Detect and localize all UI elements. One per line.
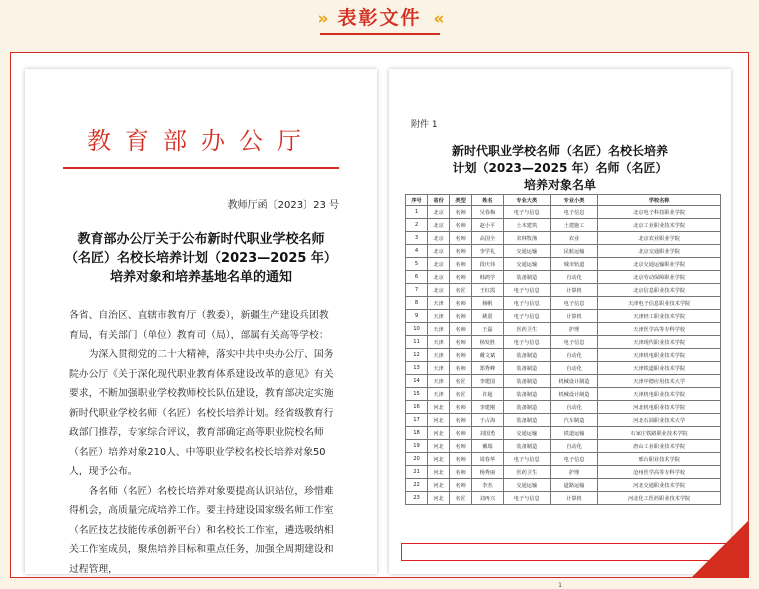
table-cell: 河北 bbox=[428, 414, 450, 427]
table-row bbox=[406, 232, 721, 245]
table-cell: 电子与信息 bbox=[503, 336, 550, 349]
table-cell: 名匠 bbox=[450, 375, 472, 388]
table-cell: 河北 bbox=[428, 492, 450, 505]
table-cell: 刘再兴 bbox=[472, 492, 504, 505]
table-cell: 城市轨道 bbox=[550, 258, 597, 271]
table-cell: 北京 bbox=[428, 219, 450, 232]
table-cell: 北京 bbox=[428, 232, 450, 245]
table-cell: 北京 bbox=[428, 258, 450, 271]
table-cell: 河北交通职业技术学院 bbox=[598, 479, 721, 492]
section-title bbox=[0, 3, 759, 30]
table-cell: 名师 bbox=[450, 414, 472, 427]
table-cell: 计算机 bbox=[550, 284, 597, 297]
table-cell: 天津医学高等专科学校 bbox=[598, 323, 721, 336]
table-cell: 吴春梅 bbox=[472, 206, 504, 219]
table-cell: 电子与信息 bbox=[503, 310, 550, 323]
table-cell: 河北石油职业技术大学 bbox=[598, 414, 721, 427]
table-row bbox=[406, 349, 721, 362]
table-cell: 装备制造 bbox=[503, 349, 550, 362]
table-cell: 唐山工业职业技术学院 bbox=[598, 440, 721, 453]
table-cell: 交通运输 bbox=[503, 258, 550, 271]
table-cell: 名师 bbox=[450, 245, 472, 258]
table-cell: 北京工业职业技术学院 bbox=[598, 219, 721, 232]
table-cell: 河北 bbox=[428, 479, 450, 492]
table-cell: 17 bbox=[406, 414, 428, 427]
table-row bbox=[406, 323, 721, 336]
table-cell: 装备制造 bbox=[503, 375, 550, 388]
table-row bbox=[406, 401, 721, 414]
table-cell: 河北 bbox=[428, 440, 450, 453]
table-cell: 名师 bbox=[450, 206, 472, 219]
table-cell: 交通运输 bbox=[503, 245, 550, 258]
table-cell: 北京 bbox=[428, 245, 450, 258]
table-cell: 名师 bbox=[450, 466, 472, 479]
table-cell: 10 bbox=[406, 323, 428, 336]
table-cell: 自动化 bbox=[550, 271, 597, 284]
table-cell: 周春华 bbox=[472, 453, 504, 466]
highlight-box bbox=[401, 543, 734, 561]
table-cell: 杨秀丽 bbox=[472, 466, 504, 479]
table-row bbox=[406, 245, 721, 258]
table-cell: 装备制造 bbox=[503, 401, 550, 414]
table-cell: 天津中德应用技术大学 bbox=[598, 375, 721, 388]
table-cell: 5 bbox=[406, 258, 428, 271]
table-cell: 1 bbox=[406, 206, 428, 219]
table-cell: 名师 bbox=[450, 479, 472, 492]
table-cell: 赵小平 bbox=[472, 219, 504, 232]
table-cell: 电子与信息 bbox=[503, 453, 550, 466]
table-row bbox=[406, 466, 721, 479]
table-cell: 装备制造 bbox=[503, 362, 550, 375]
table-cell: 河北机电职业技术学院 bbox=[598, 401, 721, 414]
body-paragraph: 为深入贯彻党的二十大精神，落实中共中央办公厅、国务院办公厅《关于深化现代职业教育体系建设改革的意见》有关要求，不断加强职业学校教师校长队伍建设，教育部决定实施新时代职业学校名师（名匠）名校长培养计划。经省级教育行政部门推荐，专家综合评议，教育部确定高等职业院校名师（名匠）培养对象210人、中等职业学校名校长培养对象50人，现予公布。 bbox=[69, 349, 334, 477]
table-cell: 河北 bbox=[428, 401, 450, 414]
notice-title-line: 培养对象和培养基地名单的通知 bbox=[109, 270, 292, 285]
table-cell: 计算机 bbox=[550, 310, 597, 323]
table-cell: 北京农业职业学院 bbox=[598, 232, 721, 245]
table-cell: 民航运输 bbox=[550, 245, 597, 258]
table-cell: 装备制造 bbox=[503, 388, 550, 401]
table-cell: 道路运输 bbox=[550, 479, 597, 492]
table-cell: 农林牧渔 bbox=[503, 232, 550, 245]
section-title-text: 表彰文件 bbox=[337, 7, 422, 29]
table-cell: 天津 bbox=[428, 375, 450, 388]
table-cell: 姚震 bbox=[472, 310, 504, 323]
table-row bbox=[406, 219, 721, 232]
body-paragraph: 各省、自治区、直辖市教育厅（教委），新疆生产建设兵团教育局，有关部门（单位）教育司（局），部属有关高等学校： bbox=[69, 310, 329, 341]
table-row bbox=[406, 414, 721, 427]
table-cell: 装备制造 bbox=[503, 440, 550, 453]
table-cell: 8 bbox=[406, 297, 428, 310]
table-row bbox=[406, 375, 721, 388]
table-cell: 土建施工 bbox=[550, 219, 597, 232]
table-cell: 天津 bbox=[428, 388, 450, 401]
table-row bbox=[406, 492, 721, 505]
table-cell: 15 bbox=[406, 388, 428, 401]
table-cell: 名师 bbox=[450, 401, 472, 414]
table-cell: 19 bbox=[406, 440, 428, 453]
table-cell: 河北 bbox=[428, 453, 450, 466]
table-row bbox=[406, 297, 721, 310]
table-cell: 18 bbox=[406, 427, 428, 440]
table-cell: 电子信息 bbox=[550, 297, 597, 310]
table-cell: 李学礼 bbox=[472, 245, 504, 258]
notice-title bbox=[65, 230, 337, 287]
column-header: 学校名称 bbox=[598, 195, 721, 206]
table-cell: 名匠 bbox=[450, 284, 472, 297]
table-cell: 名师 bbox=[450, 271, 472, 284]
table-cell: 自动化 bbox=[550, 401, 597, 414]
table-cell: 电子与信息 bbox=[503, 284, 550, 297]
table-cell: 电子信息 bbox=[550, 453, 597, 466]
table-cell: 交通运输 bbox=[503, 479, 550, 492]
table-cell: 护理 bbox=[550, 466, 597, 479]
table-cell: 医药卫生 bbox=[503, 323, 550, 336]
table-cell: 汽车制造 bbox=[550, 414, 597, 427]
section-header bbox=[0, 0, 759, 40]
table-row bbox=[406, 362, 721, 375]
table-cell: 王红霞 bbox=[472, 284, 504, 297]
notice-body bbox=[69, 306, 337, 579]
notice-document[interactable] bbox=[25, 69, 377, 574]
table-cell: 河北 bbox=[428, 427, 450, 440]
table-cell: 自动化 bbox=[550, 362, 597, 375]
table-cell: 电子信息 bbox=[550, 336, 597, 349]
table-cell: 北京信息职业技术学院 bbox=[598, 284, 721, 297]
table-row bbox=[406, 388, 721, 401]
table-cell: 13 bbox=[406, 362, 428, 375]
table-cell: 土木建筑 bbox=[503, 219, 550, 232]
notice-title-line: 教育部办公厅关于公布新时代职业学校名师 bbox=[77, 232, 325, 247]
table-row bbox=[406, 479, 721, 492]
document-number: 教师厅函〔2023〕23 号 bbox=[227, 200, 339, 211]
table-cell: 装备制造 bbox=[503, 414, 550, 427]
table-cell: 天津机电职业技术学院 bbox=[598, 349, 721, 362]
table-cell: 天津 bbox=[428, 362, 450, 375]
table-cell: 天津机电职业技术学院 bbox=[598, 388, 721, 401]
table-row bbox=[406, 271, 721, 284]
table-cell: 河北化工医药职业技术学院 bbox=[598, 492, 721, 505]
table-cell: 李建刚 bbox=[472, 401, 504, 414]
column-header: 类型 bbox=[450, 195, 472, 206]
table-cell: 16 bbox=[406, 401, 428, 414]
table-cell: 许超 bbox=[472, 388, 504, 401]
table-row bbox=[406, 310, 721, 323]
table-cell: 邢台职业技术学院 bbox=[598, 453, 721, 466]
table-cell: 名师 bbox=[450, 297, 472, 310]
table-cell: 电子信息 bbox=[550, 206, 597, 219]
table-cell: 北京交通职业学院 bbox=[598, 245, 721, 258]
table-cell: 沧州医学高等专科学校 bbox=[598, 466, 721, 479]
table-cell: 电子与信息 bbox=[503, 297, 550, 310]
table-cell: 名匠 bbox=[450, 492, 472, 505]
table-cell: 计算机 bbox=[550, 492, 597, 505]
table-cell: 天津铁道职业技术学院 bbox=[598, 362, 721, 375]
table-cell: 名师 bbox=[450, 310, 472, 323]
table-cell: 护理 bbox=[550, 323, 597, 336]
table-cell: 20 bbox=[406, 453, 428, 466]
double-chevron-left-icon: « bbox=[433, 9, 442, 29]
table-cell: 北京 bbox=[428, 271, 450, 284]
table-cell: 铁道运输 bbox=[550, 427, 597, 440]
document-frame bbox=[10, 52, 749, 589]
page-number: 1 bbox=[558, 582, 562, 589]
table-cell: 王磊 bbox=[472, 323, 504, 336]
table-cell: 机械设计制造 bbox=[550, 375, 597, 388]
table-cell: 北京电子科技职业学院 bbox=[598, 206, 721, 219]
table-cell: 名师 bbox=[450, 323, 472, 336]
table-cell: 12 bbox=[406, 349, 428, 362]
table-cell: 天津 bbox=[428, 336, 450, 349]
table-cell: 名师 bbox=[450, 336, 472, 349]
table-cell: 北京 bbox=[428, 206, 450, 219]
table-row bbox=[406, 258, 721, 271]
table-row bbox=[406, 427, 721, 440]
column-header: 专业大类 bbox=[503, 195, 550, 206]
table-cell: 自动化 bbox=[550, 349, 597, 362]
table-cell: 11 bbox=[406, 336, 428, 349]
attachment-label: 附件 1 bbox=[411, 120, 438, 130]
table-cell: 6 bbox=[406, 271, 428, 284]
table-cell: 戴文斌 bbox=[472, 349, 504, 362]
table-cell: 北京 bbox=[428, 284, 450, 297]
table-cell: 名师 bbox=[450, 453, 472, 466]
table-header-row bbox=[406, 195, 721, 206]
table-cell: 高国全 bbox=[472, 232, 504, 245]
table-cell: 9 bbox=[406, 310, 428, 323]
table-row bbox=[406, 206, 721, 219]
table-cell: 天津现代职业技术学院 bbox=[598, 336, 721, 349]
table-cell: 天津 bbox=[428, 297, 450, 310]
table-cell: 名师 bbox=[450, 349, 472, 362]
table-cell: 名师 bbox=[450, 440, 472, 453]
table-cell: 河北 bbox=[428, 466, 450, 479]
candidate-table bbox=[405, 194, 721, 505]
table-cell: 交通运输 bbox=[503, 427, 550, 440]
table-cell: 石家庄铁路职业技术学院 bbox=[598, 427, 721, 440]
table-cell: 名师 bbox=[450, 362, 472, 375]
corner-decoration bbox=[692, 521, 748, 577]
table-cell: 21 bbox=[406, 466, 428, 479]
column-header: 专业小类 bbox=[550, 195, 597, 206]
list-document[interactable] bbox=[389, 69, 731, 589]
column-header: 序号 bbox=[406, 195, 428, 206]
table-cell: 23 bbox=[406, 492, 428, 505]
table-cell: 郑秀峰 bbox=[472, 362, 504, 375]
body-paragraph: 各名师（名匠）名校长培养对象要提高认识站位，珍惜难得机会，高质量完成培养工作。要主持建设国家级名师工作室（名匠技艺技能传承创新平台）和名校长工作室，遴选吸纳相关工作室成员，聚焦培养目标和重点任务，加强全周期建设和过程管理， bbox=[69, 485, 334, 575]
table-body bbox=[406, 206, 721, 505]
table-cell: 2 bbox=[406, 219, 428, 232]
table-cell: 名师 bbox=[450, 427, 472, 440]
list-title bbox=[389, 143, 731, 194]
red-divider bbox=[63, 167, 339, 169]
table-cell: 天津轻工职业技术学院 bbox=[598, 310, 721, 323]
table-cell: 电子与信息 bbox=[503, 206, 550, 219]
table-cell: 段庆伟 bbox=[472, 258, 504, 271]
table-cell: 农业 bbox=[550, 232, 597, 245]
table-cell: 自动化 bbox=[550, 440, 597, 453]
table-cell: 名师 bbox=[450, 232, 472, 245]
table-cell: 戴瑞 bbox=[472, 440, 504, 453]
table-cell: 韩鸿学 bbox=[472, 271, 504, 284]
table-cell: 北京劳动保障职业学院 bbox=[598, 271, 721, 284]
table-cell: 医药卫生 bbox=[503, 466, 550, 479]
table-cell: 3 bbox=[406, 232, 428, 245]
table-cell: 北京交通运输职业学院 bbox=[598, 258, 721, 271]
table-cell: 天津 bbox=[428, 310, 450, 323]
table-cell: 刘国勇 bbox=[472, 427, 504, 440]
table-cell: 于占海 bbox=[472, 414, 504, 427]
table-cell: 天津 bbox=[428, 323, 450, 336]
table-cell: 电子与信息 bbox=[503, 492, 550, 505]
table-cell: 机械设计制造 bbox=[550, 388, 597, 401]
table-cell: 14 bbox=[406, 375, 428, 388]
column-header: 姓名 bbox=[472, 195, 504, 206]
table-cell: 名师 bbox=[450, 258, 472, 271]
table-cell: 名匠 bbox=[450, 388, 472, 401]
list-title-line: 培养对象名单 bbox=[523, 178, 596, 192]
issuer-heading: 教育部办公厅 bbox=[87, 127, 315, 155]
table-cell: 7 bbox=[406, 284, 428, 297]
table-row bbox=[406, 440, 721, 453]
title-underline bbox=[320, 33, 440, 35]
table-cell: 名师 bbox=[450, 219, 472, 232]
table-cell: 李建国 bbox=[472, 375, 504, 388]
double-chevron-right-icon: » bbox=[317, 9, 326, 29]
table-row bbox=[406, 453, 721, 466]
list-title-line: 新时代职业学校名师（名匠）名校长培养 bbox=[451, 144, 668, 158]
table-cell: 天津电子信息职业技术学院 bbox=[598, 297, 721, 310]
table-cell: 天津 bbox=[428, 349, 450, 362]
table-cell: 22 bbox=[406, 479, 428, 492]
table-row bbox=[406, 336, 721, 349]
table-row bbox=[406, 284, 721, 297]
list-title-line: 计划（2023—2025 年）名师（名匠） bbox=[452, 161, 668, 175]
table-cell: 杨帆 bbox=[472, 297, 504, 310]
table-cell: 杨发胜 bbox=[472, 336, 504, 349]
notice-title-line: （名匠）名校长培养计划（2023—2025 年） bbox=[65, 251, 337, 266]
table-cell: 4 bbox=[406, 245, 428, 258]
table-cell: 李杰 bbox=[472, 479, 504, 492]
column-header: 省份 bbox=[428, 195, 450, 206]
table-cell: 装备制造 bbox=[503, 271, 550, 284]
